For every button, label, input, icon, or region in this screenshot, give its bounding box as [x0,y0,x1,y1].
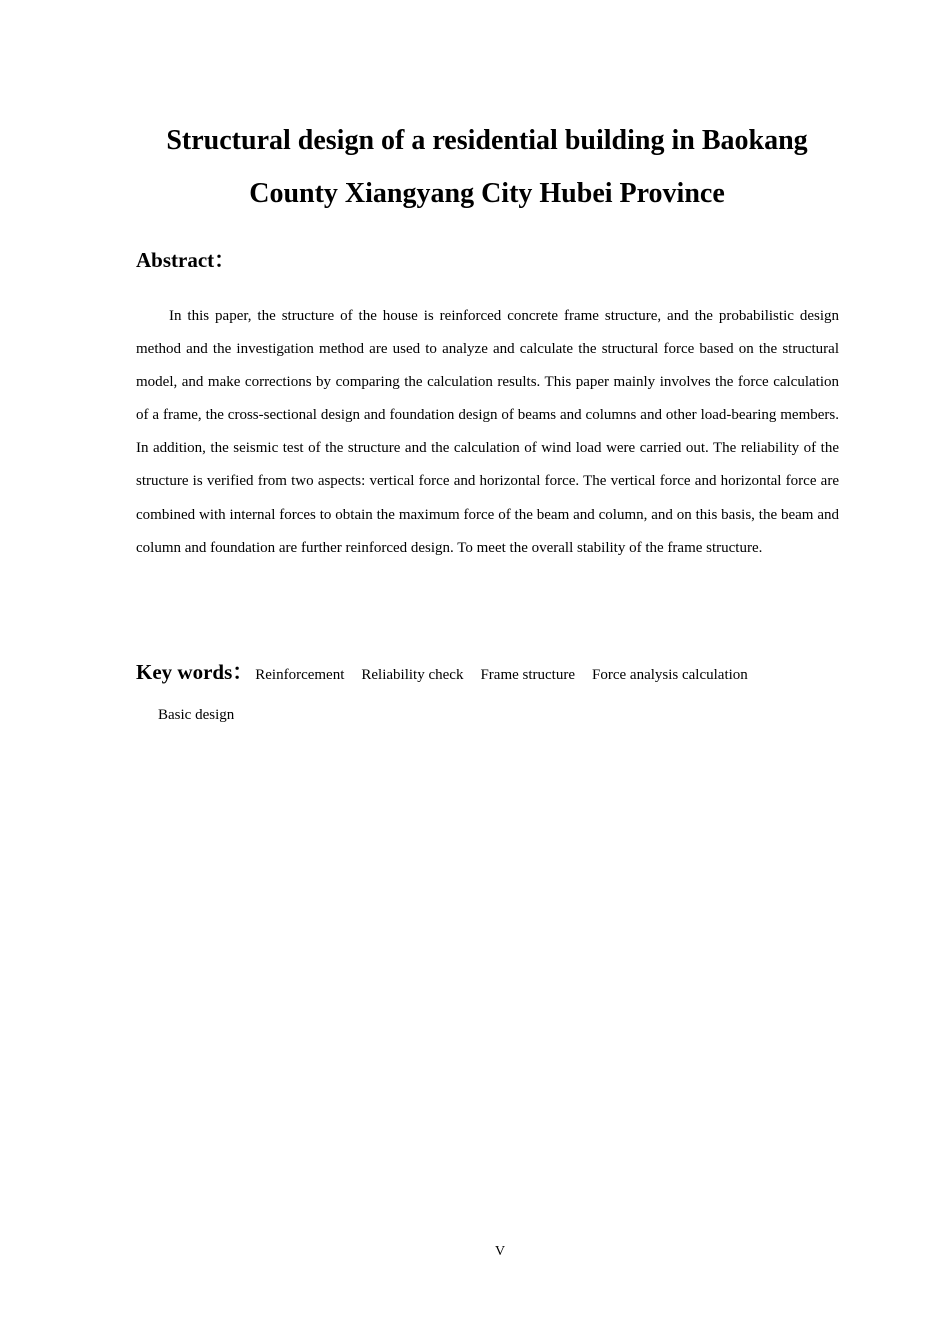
keyword-item: Reinforcement [255,667,345,683]
keyword-item: Basic design [158,707,235,723]
paper-title-line-1: Structural design of a residential building in Baokang [166,125,808,156]
paper-title-line-2: County Xiangyang City Hubei Province [249,178,725,209]
keyword-item: Force analysis calculation [592,667,748,683]
keyword-item: Frame structure [480,667,576,683]
keywords-line [136,657,836,690]
abstract-body: In this paper, the structure of the house is reinforced concrete frame structure, and the probabilistic design method and the investigation method are used to analyze and calculate the structural force based on the structural model, and make corrections by comparing the calculation results. This paper mainly involves the force calculation of a frame, the cross-sectional design and foundation design of beams and columns and other load-bearing members. In addition, the seismic test of the structure and the calculation of wind load were carried out. The reliability of the structure is verified from two aspects: vertical force and horizontal force. The vertical force and horizontal force are combined with internal forces to obtain the maximum force of the beam and column, and on this basis, the beam and column and foundation are further reinforced design. To meet the overall stability of the frame structure. [136,308,839,556]
keywords-label: Key words： [136,660,254,684]
abstract-heading: Abstract： [136,248,236,272]
keyword-item: Reliability check [361,667,464,683]
page-number: V [494,1244,506,1259]
